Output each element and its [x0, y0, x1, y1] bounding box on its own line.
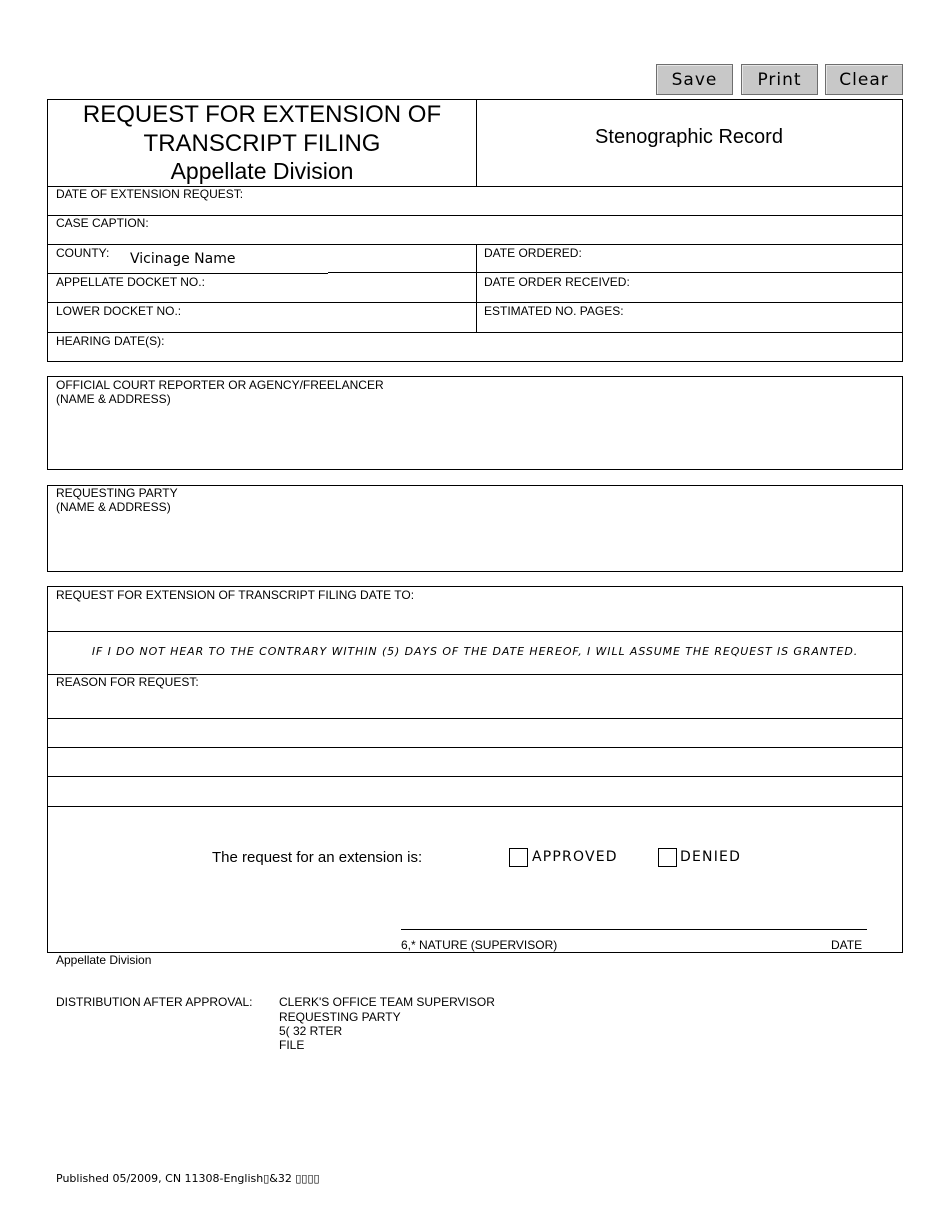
requesting-party-label: REQUESTING PARTY — [56, 486, 178, 500]
divider — [48, 631, 902, 632]
extension-box — [47, 586, 903, 953]
notice-text: IF I DO NOT HEAR TO THE CONTRARY WITHIN (5) DAYS OF THE DATE HEREOF, I WILL ASSUME THE REQUEST IS GRANTED. — [91, 645, 859, 658]
reporter-box[interactable] — [47, 376, 903, 470]
divider — [48, 776, 902, 777]
hearing-dates-field[interactable]: HEARING DATE(S): — [56, 334, 165, 348]
divider — [48, 718, 902, 719]
divider — [328, 272, 902, 273]
distribution-label: DISTRIBUTION AFTER APPROVAL: — [56, 995, 253, 1009]
divider — [48, 244, 902, 245]
divider — [48, 332, 902, 333]
signature-line[interactable] — [401, 929, 867, 930]
distribution-recipient: FILE — [279, 1038, 305, 1052]
estimated-pages-field[interactable]: ESTIMATED NO. PAGES: — [484, 304, 624, 318]
form-title — [48, 100, 476, 158]
case-caption-field[interactable]: CASE CAPTION: — [56, 216, 149, 230]
signature-label: 6,* NATURE (SUPERVISOR) — [401, 938, 558, 952]
denied-checkbox[interactable] — [658, 848, 677, 867]
save-button[interactable]: Save — [656, 64, 733, 95]
distribution-recipient: 5( 32 RTER — [279, 1024, 343, 1038]
clear-button[interactable]: Clear — [825, 64, 903, 95]
date-order-received-field[interactable]: DATE ORDER RECEIVED: — [484, 275, 630, 289]
distribution-recipient: CLERK'S OFFICE TEAM SUPERVISOR — [279, 995, 495, 1009]
approved-checkbox[interactable] — [509, 848, 528, 867]
lower-docket-field[interactable]: LOWER DOCKET NO.: — [56, 304, 182, 318]
requesting-party-sublabel: (NAME & ADDRESS) — [56, 500, 171, 514]
divider — [48, 747, 902, 748]
divider — [48, 302, 902, 303]
case-info-box — [47, 99, 903, 362]
divider — [48, 215, 902, 216]
reason-field[interactable]: REASON FOR REQUEST: — [56, 675, 199, 689]
filing-date-field[interactable]: REQUEST FOR EXTENSION OF TRANSCRIPT FILING DATE TO: — [56, 588, 415, 602]
distribution-recipient: REQUESTING PARTY — [279, 1010, 401, 1024]
date-ordered-field[interactable]: DATE ORDERED: — [484, 246, 582, 260]
divider — [48, 806, 902, 807]
appellate-docket-field[interactable]: APPELLATE DOCKET NO.: — [56, 275, 205, 289]
published-info: Published 05/2009, CN 11308-English▯&32 ▯▯▯▯ — [56, 1172, 320, 1185]
requesting-party-box[interactable] — [47, 485, 903, 572]
decision-prompt: The request for an extension is: — [212, 849, 423, 866]
header-divider — [476, 100, 477, 186]
county-label: COUNTY: — [56, 246, 110, 260]
form-subtitle: Appellate Division — [170, 158, 354, 184]
date-label: DATE — [831, 938, 863, 952]
column-divider — [476, 244, 477, 332]
date-of-extension-request-field[interactable]: DATE OF EXTENSION REQUEST: — [56, 187, 244, 201]
divider — [48, 273, 328, 274]
approved-label: APPROVED — [532, 849, 618, 865]
denied-label: DENIED — [680, 849, 742, 865]
reporter-label: OFFICIAL COURT REPORTER OR AGENCY/FREELANCER — [56, 378, 384, 392]
county-select[interactable]: Vicinage Name — [130, 251, 236, 267]
division-footer: Appellate Division — [56, 953, 152, 967]
title-line-1: REQUEST FOR EXTENSION OF — [82, 101, 442, 128]
title-line-2: TRANSCRIPT FILING — [143, 130, 381, 157]
print-button[interactable]: Print — [741, 64, 818, 95]
record-type: Stenographic Record — [595, 126, 783, 148]
reporter-sublabel: (NAME & ADDRESS) — [56, 392, 171, 406]
